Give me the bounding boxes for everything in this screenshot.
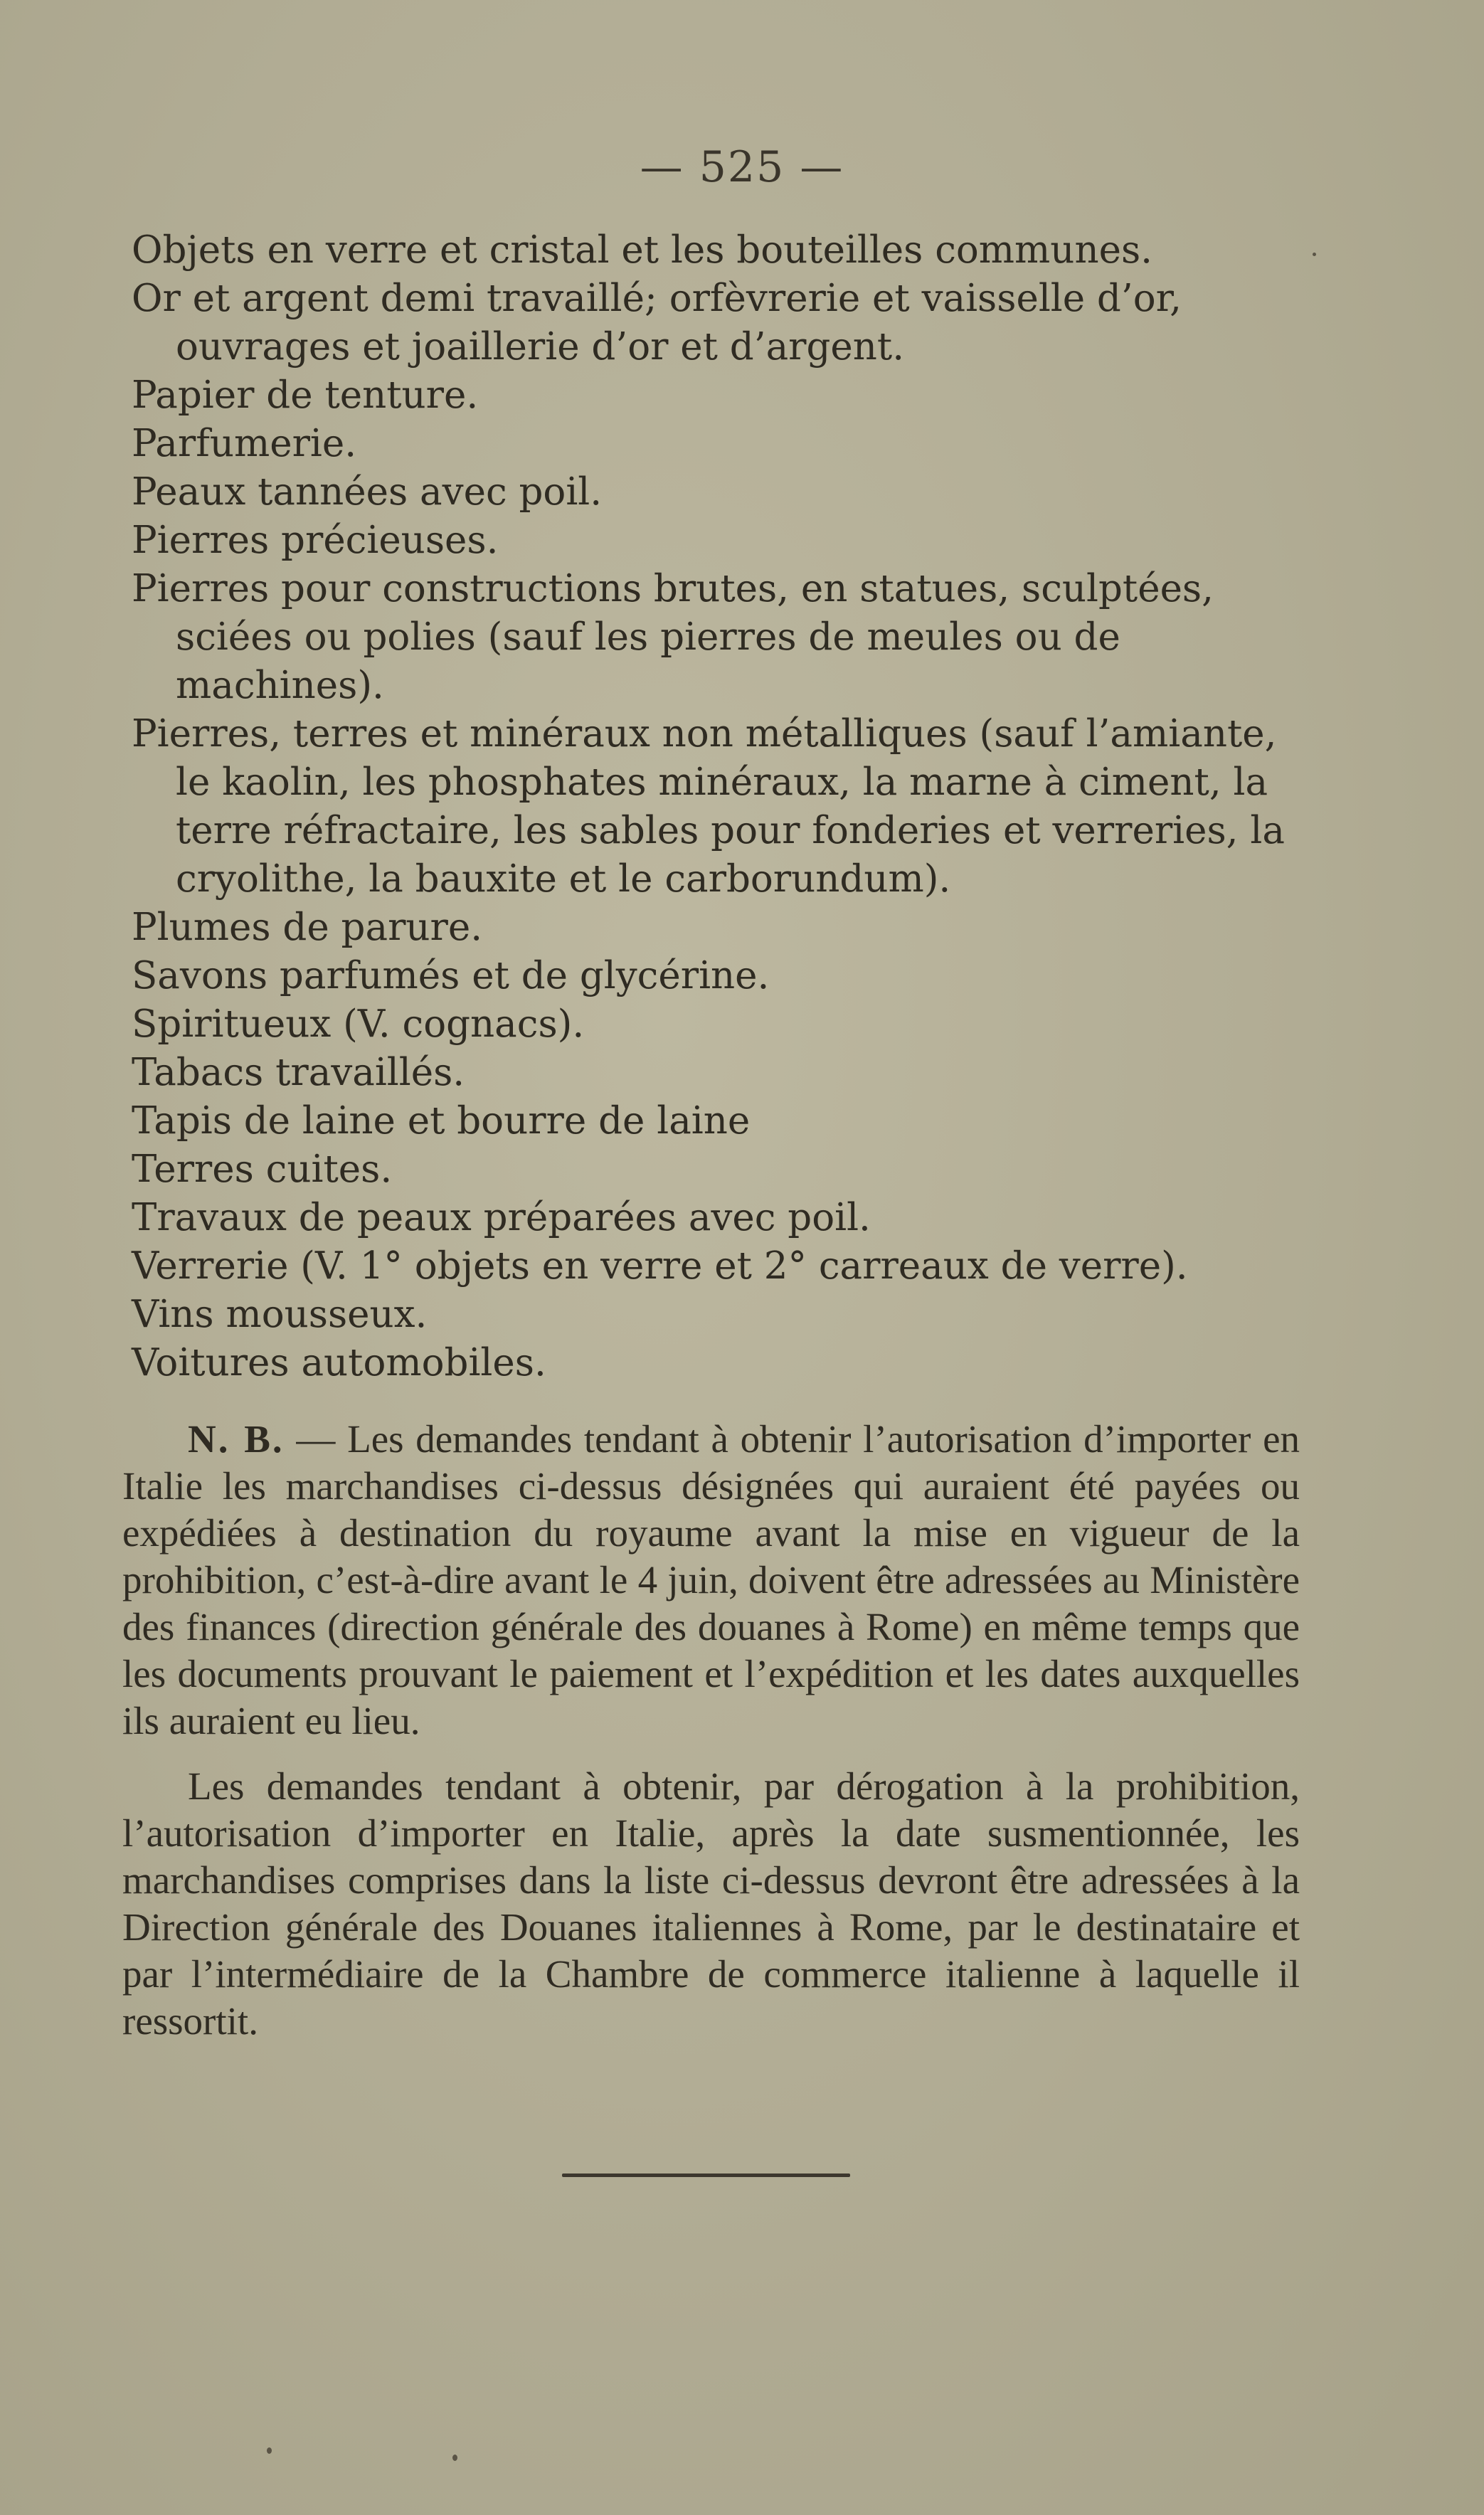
list-item: Spiritueux (V. cognacs). <box>132 1002 585 1046</box>
list-item: Travaux de peaux préparées avec poil. <box>132 1196 871 1239</box>
paper-speck <box>267 2447 272 2454</box>
list-item: Objets en verre et cristal et les bouteilles communes. <box>132 228 1152 272</box>
list-item: Terres cuites. <box>132 1148 393 1191</box>
list-item: Pierres précieuses. <box>132 519 499 562</box>
notes-section <box>122 1416 1300 2063</box>
list-item: Or et argent demi travaillé; orfèvrerie et vaisselle d’or, ouvrages et joaillerie d’or et d’argent. <box>132 277 1182 369</box>
list-item: Voitures automobiles. <box>132 1341 546 1384</box>
list-item: Peaux tannées avec poil. <box>132 470 603 514</box>
closing-rule <box>562 2174 850 2177</box>
paper-speck <box>1313 253 1316 256</box>
prohibited-goods-list <box>132 226 1313 1387</box>
list-item: Plumes de parure. <box>132 906 483 949</box>
list-item: Savons parfumés et de glycérine. <box>132 954 770 997</box>
list-item: Papier de tenture. <box>132 374 479 417</box>
list-item: Tabacs travaillés. <box>132 1051 465 1094</box>
list-item: Verrerie (V. 1° objets en verre et 2° carreaux de verre). <box>132 1244 1188 1288</box>
page-number: — 525 — <box>640 142 844 192</box>
nb-label: N. B. <box>188 1417 285 1461</box>
list-item: Pierres pour constructions brutes, en statues, sculptées, sciées ou polies (sauf les pierres de meules ou de machines). <box>132 567 1214 707</box>
note-text: — Les demandes tendant à obtenir l’autorisation d’importer en Italie les marchandises ci-dessus désignées qui auraient été payées ou expédiées à destination du royaume avant la mise en vigueur de la prohibition, c’est-à-dire avant le 4 juin, doivent être adressées au Ministère des finances (direction générale des douanes à Rome) en même temps que les documents prouvant le paiement et l’expédition et les dates auxquelles ils auraient eu lieu. <box>122 1417 1300 1742</box>
list-item: Parfumerie. <box>132 422 357 465</box>
paper-speck <box>452 2455 457 2461</box>
list-item: Pierres, terres et minéraux non métalliques (sauf l’amiante, le kaolin, les phosphates minéraux, la marne à ciment, la terre réfractaire, les sables pour fonderies et verreries, la cryolithe, la bauxite et le carborundum). <box>132 712 1285 901</box>
list-item: Vins mousseux. <box>132 1293 428 1336</box>
note-paragraph <box>122 1416 1300 1744</box>
list-item: Tapis de laine et bourre de laine <box>132 1099 751 1143</box>
note-paragraph: Les demandes tendant à obtenir, par dérogation à la prohibition, l’autorisation d’importer en Italie, après la date susmentionnée, les marchandises comprises dans la liste ci-dessus devront être adressées à la Direction générale des Douanes italiennes à Rome, par le destinataire et par l’intermédiaire de la Chambre de commerce italienne à laquelle il ressortit. <box>122 1764 1300 2043</box>
